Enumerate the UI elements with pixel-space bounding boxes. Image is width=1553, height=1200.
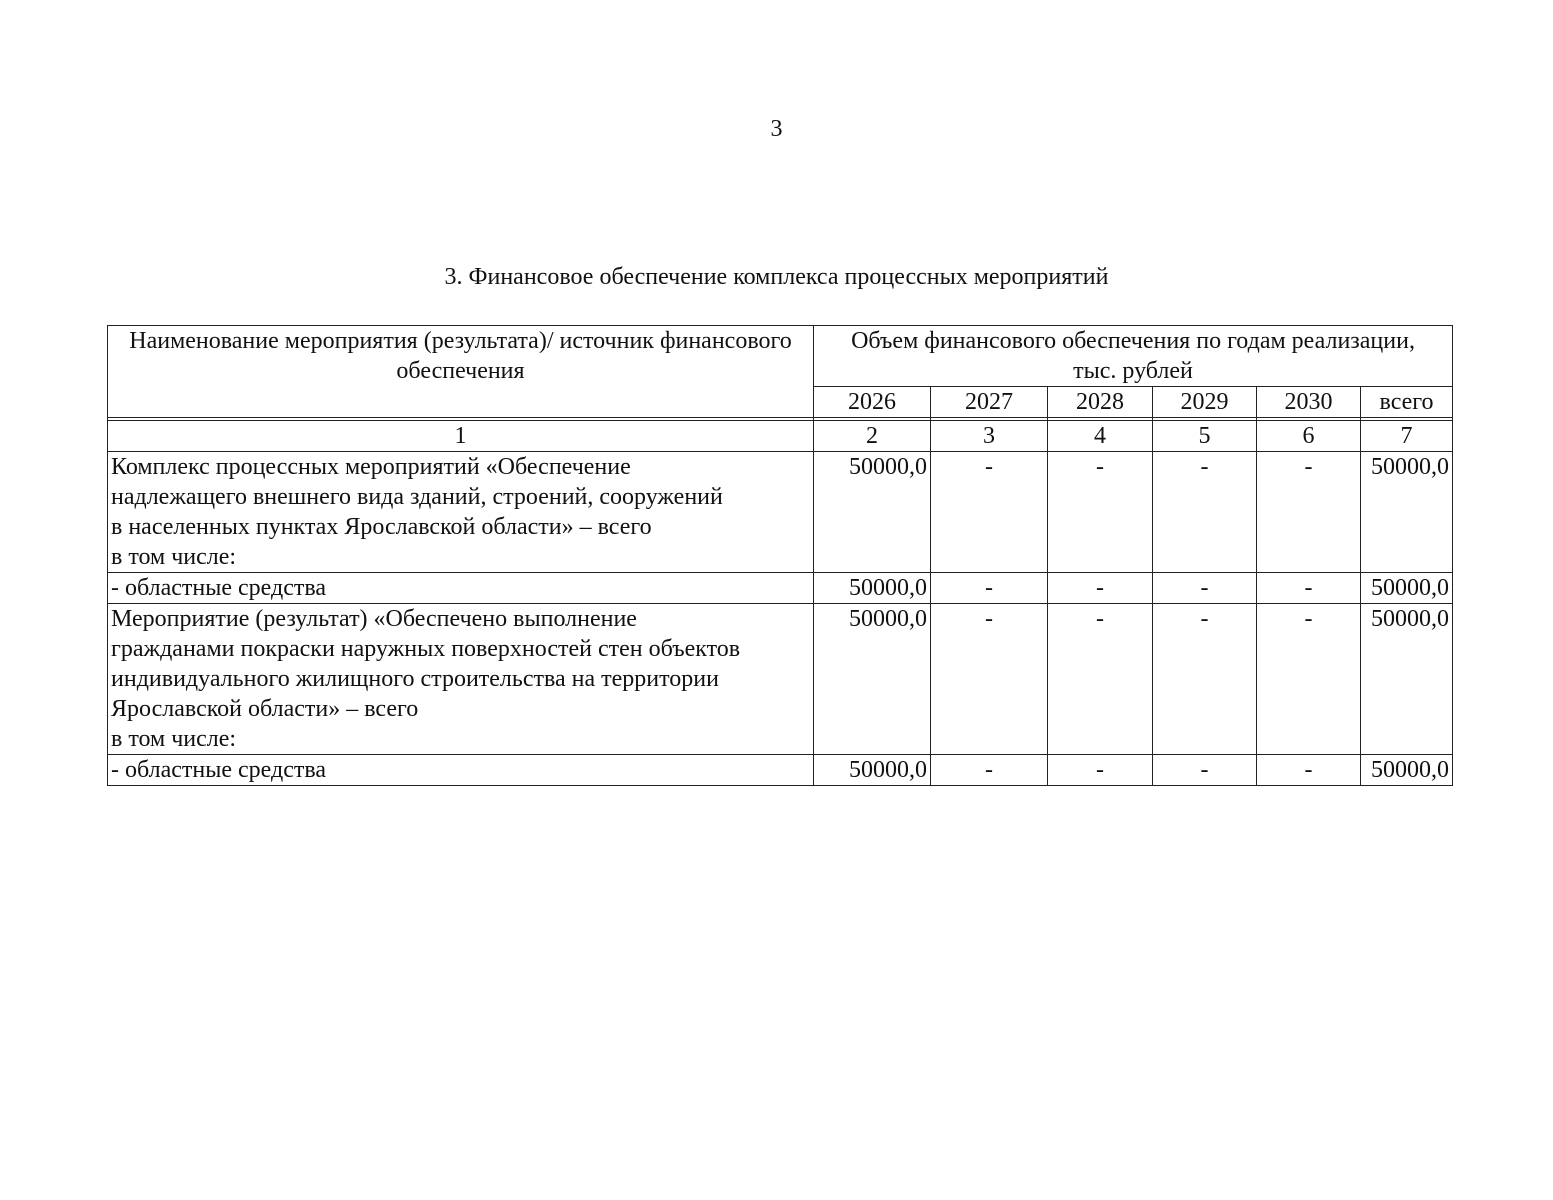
column-numbers-row	[108, 421, 1453, 452]
value-total: 50000,0	[1361, 452, 1453, 573]
column-number: 5	[1153, 421, 1257, 452]
value-2027: -	[931, 452, 1048, 573]
value-2028: -	[1048, 452, 1153, 573]
description-line: надлежащего внешнего вида зданий, строений, сооружений	[111, 484, 723, 510]
value-2026: 50000,0	[814, 573, 931, 604]
table-row	[108, 452, 1453, 573]
column-number: 7	[1361, 421, 1453, 452]
description-line: в том числе:	[111, 726, 237, 752]
value-2026: 50000,0	[814, 604, 931, 755]
column-number: 4	[1048, 421, 1153, 452]
value-2029: -	[1153, 755, 1257, 786]
description-line: - областные средства	[111, 575, 327, 601]
header-volume-line: Объем финансового обеспечения по годам реализации,	[851, 328, 1415, 354]
header-volume-cell	[814, 326, 1453, 387]
value-2028: -	[1048, 573, 1153, 604]
header-year-2028: 2028	[1048, 387, 1153, 418]
description-line: Ярославской области» – всего	[111, 696, 419, 722]
table-row	[108, 755, 1453, 786]
value-2028: -	[1048, 755, 1153, 786]
value-2029: -	[1153, 573, 1257, 604]
column-number: 1	[108, 421, 814, 452]
table-row	[108, 573, 1453, 604]
value-2030: -	[1257, 573, 1361, 604]
header-year-total: всего	[1361, 387, 1453, 418]
header-year-2030: 2030	[1257, 387, 1361, 418]
row-description	[108, 755, 814, 786]
value-2026: 50000,0	[814, 452, 931, 573]
financing-table	[107, 325, 1453, 786]
description-line: в населенных пунктах Ярославской области» – всего	[111, 514, 652, 540]
header-year-2026: 2026	[814, 387, 931, 418]
description-line: Мероприятие (результат) «Обеспечено выполнение	[111, 606, 637, 632]
value-2030: -	[1257, 755, 1361, 786]
row-description	[108, 452, 814, 573]
value-2030: -	[1257, 452, 1361, 573]
column-number: 2	[814, 421, 931, 452]
value-2027: -	[931, 573, 1048, 604]
description-line: индивидуального жилищного строительства на территории	[111, 666, 719, 692]
section-title: 3. Финансовое обеспечение комплекса процессных мероприятий	[444, 264, 1109, 290]
row-description	[108, 604, 814, 755]
description-line: гражданами покраски наружных поверхностей стен объектов	[111, 636, 741, 662]
value-2030: -	[1257, 604, 1361, 755]
value-2029: -	[1153, 604, 1257, 755]
column-number: 3	[931, 421, 1048, 452]
value-2026: 50000,0	[814, 755, 931, 786]
row-description	[108, 573, 814, 604]
description-line: - областные средства	[111, 757, 327, 783]
value-total: 50000,0	[1361, 573, 1453, 604]
header-name-cell: Наименование мероприятия (результата)/ источник финансового обеспечения	[108, 326, 814, 418]
table-row	[108, 604, 1453, 755]
value-total: 50000,0	[1361, 604, 1453, 755]
value-2028: -	[1048, 604, 1153, 755]
header-year-2027: 2027	[931, 387, 1048, 418]
value-2027: -	[931, 755, 1048, 786]
description-line: в том числе:	[111, 544, 237, 570]
value-2027: -	[931, 604, 1048, 755]
value-2029: -	[1153, 452, 1257, 573]
header-volume-unit: тыс. рублей	[1073, 358, 1193, 384]
description-line: Комплекс процессных мероприятий «Обеспечение	[111, 454, 631, 480]
header-year-2029: 2029	[1153, 387, 1257, 418]
page-number: 3	[770, 116, 783, 142]
value-total: 50000,0	[1361, 755, 1453, 786]
header-row	[108, 326, 1453, 387]
column-number: 6	[1257, 421, 1361, 452]
